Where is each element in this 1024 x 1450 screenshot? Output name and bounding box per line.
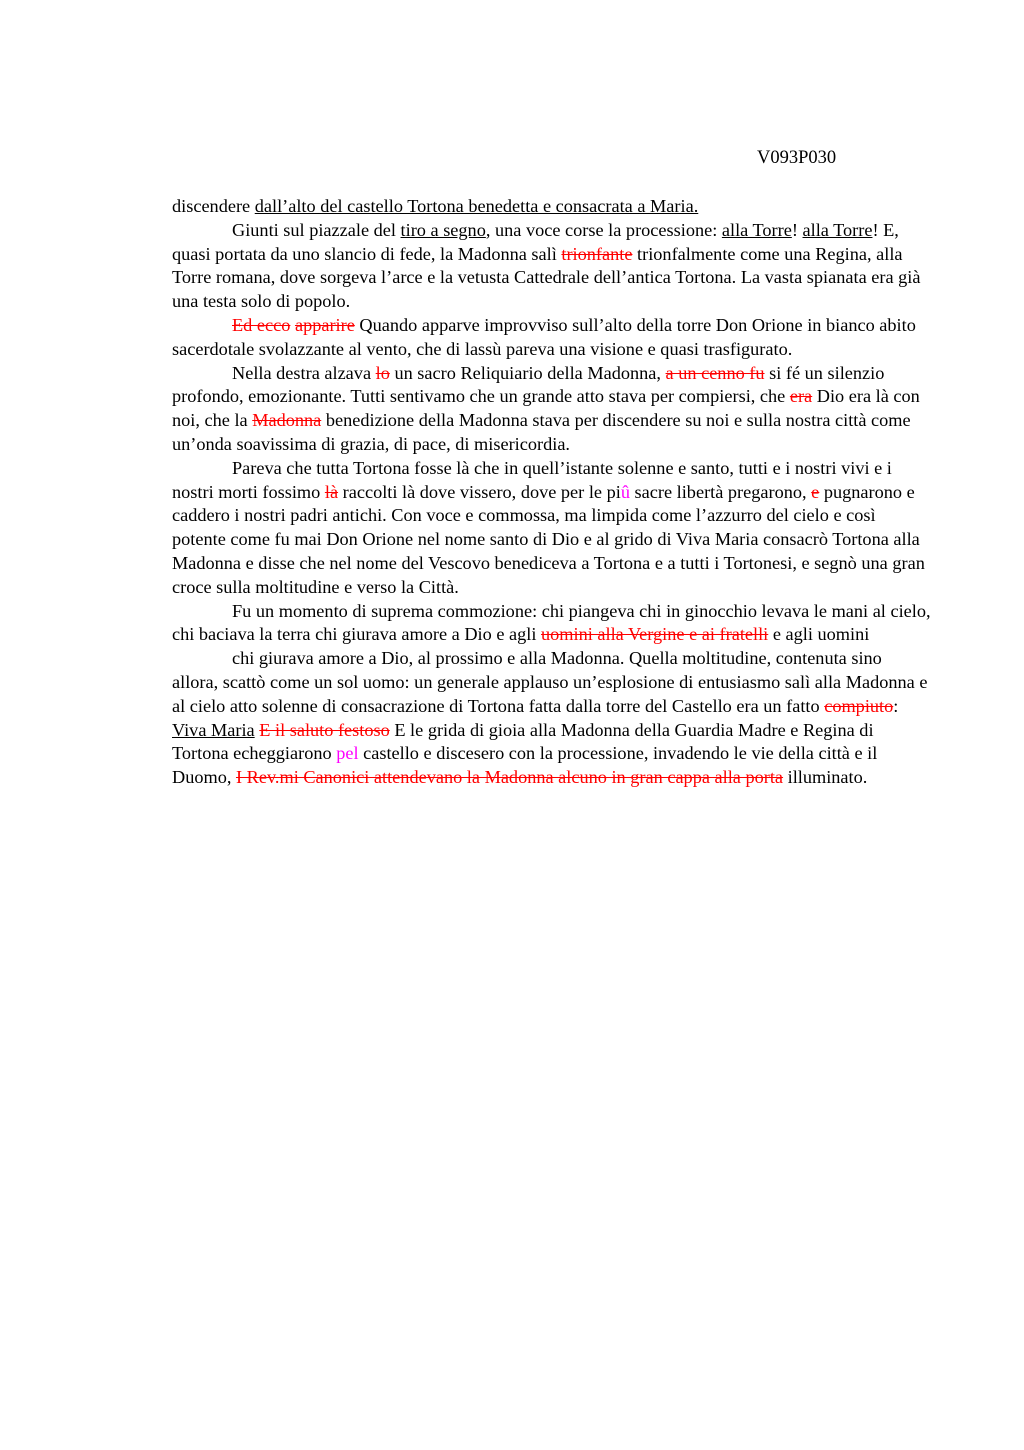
deleted-text: lo xyxy=(375,362,390,383)
text-run: Fu un momento di suprema commozione: chi piangeva chi in ginocchio levava le mani al cielo, chi baciava la terra chi giurava amore a Dio e agli xyxy=(172,600,931,645)
text-run: trionfalmente come una Regina, alla Torre romana, dove sorgeva l’arce e la vetusta Cattedrale dell’antica Tortona. La vasta spianata era già una testa solo di popolo. xyxy=(172,243,921,312)
deleted-text: apparire xyxy=(294,314,355,335)
paragraph xyxy=(172,314,932,362)
underlined-text: tiro a segno xyxy=(400,219,486,240)
paragraph xyxy=(172,195,932,219)
paragraph xyxy=(172,362,932,457)
deleted-text: a un cenno fu xyxy=(665,362,765,383)
paragraph xyxy=(172,647,932,790)
inserted-text: pel xyxy=(336,743,359,764)
text-run: raccolti là dove vissero, dove per le pi xyxy=(338,481,621,502)
text-run: sacre libertà pregarono, xyxy=(629,481,812,502)
text-run: , una voce corse la processione: xyxy=(485,219,722,240)
text-run: Nella destra alzava xyxy=(232,362,376,383)
text-run: ! xyxy=(791,219,803,240)
deleted-text: e xyxy=(811,481,820,502)
paragraph xyxy=(172,219,932,314)
deleted-text: compiuto xyxy=(824,695,894,716)
text-run: Dio era là con noi, che la xyxy=(172,386,920,431)
deleted-text: Ed ecco xyxy=(232,314,291,335)
text-run: E le grida di gioia alla Madonna della Guardia Madre e Regina di Tortona echeggiarono xyxy=(172,719,874,764)
text-run: si fé un silenzio profondo, emozionante. Tutti sentivamo che un grande atto stava per compiersi, che xyxy=(172,362,885,407)
text-run: benedizione della Madonna stava per discendere su noi e sulla nostra città come un’onda soavissima di grazia, di pace, di misericordia. xyxy=(172,410,911,454)
underlined-text: dall’alto del castello Tortona benedetta e consacrata a Maria. xyxy=(254,196,699,216)
underlined-text: alla Torre xyxy=(802,219,873,240)
deleted-text: Madonna xyxy=(252,410,322,431)
text-run: Pareva che tutta Tortona fosse là che in quell’istante solenne e santo, tutti e i nostri vivi e i nostri morti fossimo xyxy=(172,457,892,502)
text-run: illuminato. xyxy=(783,767,868,788)
underlined-text: Viva Maria xyxy=(172,719,255,740)
text-run: Giunti sul piazzale del xyxy=(232,219,401,240)
text-run: un sacro Reliquiario della Madonna, xyxy=(389,362,666,383)
page-code: V093P030 xyxy=(757,148,837,168)
deleted-text: uomini alla Vergine e ai fratelli xyxy=(541,624,769,645)
deleted-text: era xyxy=(789,386,813,407)
document-body xyxy=(172,195,932,790)
text-run: : xyxy=(893,695,899,716)
deleted-text: I Rev.mi Canonici attendevano la Madonna alcuno in gran cappa alla porta xyxy=(235,767,784,788)
paragraph xyxy=(172,600,932,648)
deleted-text: E il saluto festoso xyxy=(259,719,390,740)
inserted-text: û xyxy=(620,481,630,502)
text-run: chi giurava amore a Dio, al prossimo e alla Madonna. Quella moltitudine, contenuta sino allora, scattò come un sol uomo: un generale applauso un’esplosione di entusiasmo salì alla Madonna e al cielo atto solenne di consacrazione di Tortona fatta dalla torre del Castello era un fatto xyxy=(172,648,928,716)
deleted-text: trionfante xyxy=(561,243,633,264)
text-run: discendere xyxy=(172,196,255,216)
underlined-text: alla Torre xyxy=(721,219,792,240)
paragraph xyxy=(172,457,932,600)
deleted-text: là xyxy=(324,481,339,502)
text-run: e agli uomini xyxy=(768,624,870,645)
text-run: castello e discesero con la processione, invadendo le vie della città e il Duomo, xyxy=(172,743,878,788)
text-run: Quando apparve improvviso sull’alto della torre Don Orione in bianco abito sacerdotale svolazzante al vento, che di lassù pareva una visione e quasi trasfigurato. xyxy=(172,314,916,359)
text-run: pugnarono e caddero i nostri padri antichi. Con voce e commossa, ma limpida come l’azzurro del cielo e così potente come fu mai Don Orione nel nome santo di Dio e al grido di Viva Maria consacrò Tortona alla Madonna e disse che nel nome del Vescovo benediceva a Tortona e a tutti i Tortonesi, e segnò una gran croce sulla moltitudine e verso la Città. xyxy=(172,481,925,597)
text-run: ! E, quasi portata da uno slancio di fede, la Madonna salì xyxy=(172,219,899,264)
